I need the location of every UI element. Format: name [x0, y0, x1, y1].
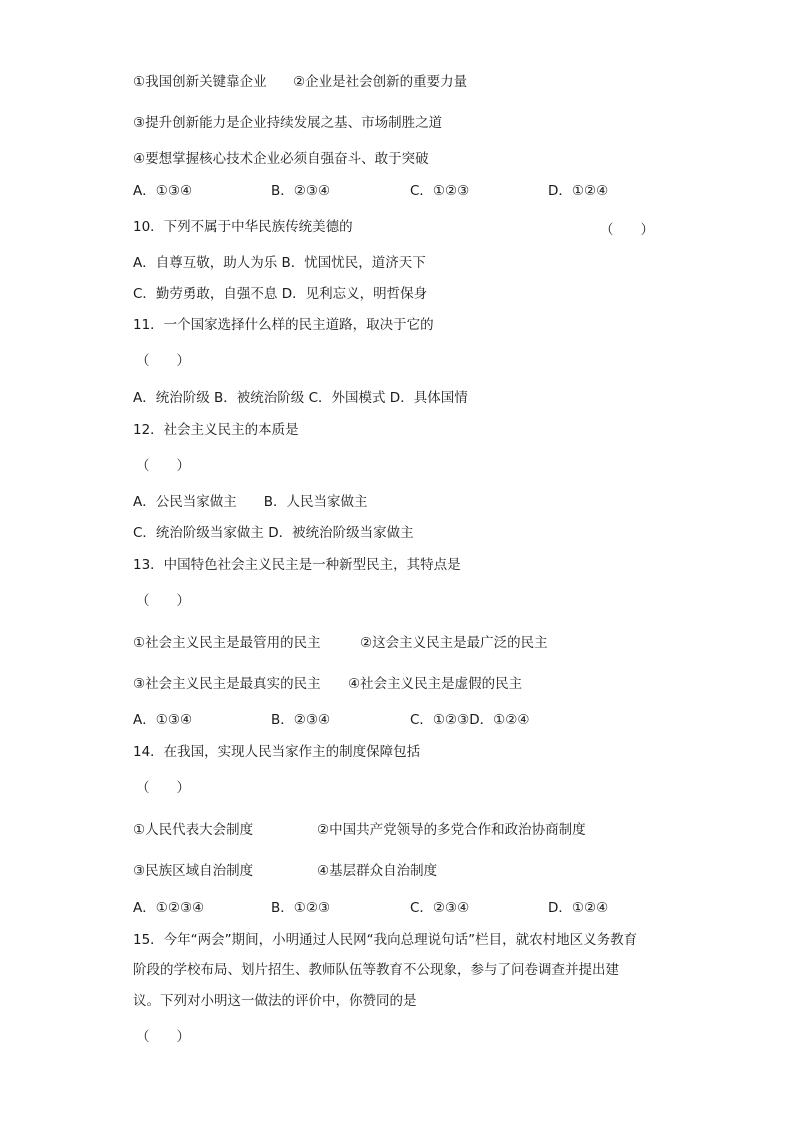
q14-statement-row-2 — [133, 862, 438, 880]
q13-stem: 13．中国特色社会主义民主是一种新型民主，其特点是 — [133, 557, 461, 573]
q14-statement-1: ①人民代表大会制度 — [133, 822, 254, 838]
q10-answer-paren: （ ） — [600, 222, 654, 238]
q14-answer-paren: （ ） — [136, 780, 190, 796]
q13-option-b: B．②③④ — [271, 712, 331, 728]
q15-stem-line-3: 议。下列对小明这一做法的评价中，你赞同的是 — [133, 993, 417, 1009]
q13-statement-row-1 — [133, 634, 548, 652]
q14-statement-3: ③民族区域自治制度 — [133, 863, 254, 879]
q13-statement-row-2 — [133, 675, 523, 693]
q13-statement-2: ②这会主义民主是最广泛的民主 — [360, 635, 548, 651]
q14-statement-2: ②中国共产党领导的多党合作和政治协商制度 — [317, 822, 586, 838]
q14-option-c: C．②③④ — [410, 900, 470, 916]
q13-answer-paren: （ ） — [136, 593, 190, 609]
q15-stem-line-2: 阶段的学校布局、划片招生、教师队伍等教育不公现象，参与了问卷调查并提出建 — [133, 962, 619, 978]
q12-stem: 12．社会主义民主的本质是 — [133, 422, 299, 438]
q15-stem-line-1: 15．今年“两会”期间，小明通过人民网“我向总理说句话”栏目，就农村地区义务教育 — [133, 932, 638, 948]
q10-options-line-2: C．勤劳勇敢，自强不息 D．见利忘义，明哲保身 — [133, 286, 428, 302]
q9-option-a: A．①③④ — [133, 183, 193, 199]
q13-options — [133, 711, 653, 729]
q11-options-line-1: A．统治阶级 B．被统治阶级 C．外国模式 D．具体国情 — [133, 390, 468, 406]
q9-statement-4: ④要想掌握核心技术企业必须自强奋斗、敢于突破 — [133, 151, 429, 167]
q9-option-c: C．①②③ — [410, 183, 470, 199]
q13-option-cd: C．①②③D．①②④ — [410, 712, 530, 728]
q14-statement-row-1 — [133, 821, 586, 839]
q9-statement-3: ③提升创新能力是企业持续发展之基、市场制胜之道 — [133, 115, 443, 131]
q11-answer-paren: （ ） — [136, 353, 190, 369]
q14-options — [133, 899, 653, 917]
q14-stem: 14．在我国，实现人民当家作主的制度保障包括 — [133, 744, 421, 760]
q13-statement-3: ③社会主义民主是最真实的民主 — [133, 676, 321, 692]
q14-option-a: A．①②③④ — [133, 900, 205, 916]
q10-stem: 10．下列不属于中华民族传统美德的 — [133, 219, 353, 235]
q11-stem: 11．一个国家选择什么样的民主道路，取决于它的 — [133, 317, 434, 333]
q14-option-d: D．①②④ — [548, 900, 609, 916]
q9-options — [133, 182, 653, 200]
q9-statement-row-1 — [133, 73, 468, 91]
q13-statement-4: ④社会主义民主是虚假的民主 — [348, 676, 523, 692]
q12-options-line-1: A．公民当家做主 B．人民当家做主 — [133, 494, 368, 510]
q14-option-b: B．①②③ — [271, 900, 331, 916]
q14-statement-4: ④基层群众自治制度 — [317, 863, 438, 879]
q13-option-a: A．①③④ — [133, 712, 193, 728]
q9-statement-2: ②企业是社会创新的重要力量 — [293, 74, 468, 90]
q9-statement-1: ①我国创新关键靠企业 — [133, 74, 267, 90]
q15-answer-paren: （ ） — [136, 1029, 190, 1045]
q12-answer-paren: （ ） — [136, 458, 190, 474]
q10-options-line-1: A．自尊互敬，助人为乐 B．忧国忧民，道济天下 — [133, 255, 426, 271]
q9-option-d: D．①②④ — [548, 183, 609, 199]
q9-option-b: B．②③④ — [271, 183, 331, 199]
q12-options-line-2: C．统治阶级当家做主 D．被统治阶级当家做主 — [133, 525, 414, 541]
q13-statement-1: ①社会主义民主是最管用的民主 — [133, 635, 321, 651]
